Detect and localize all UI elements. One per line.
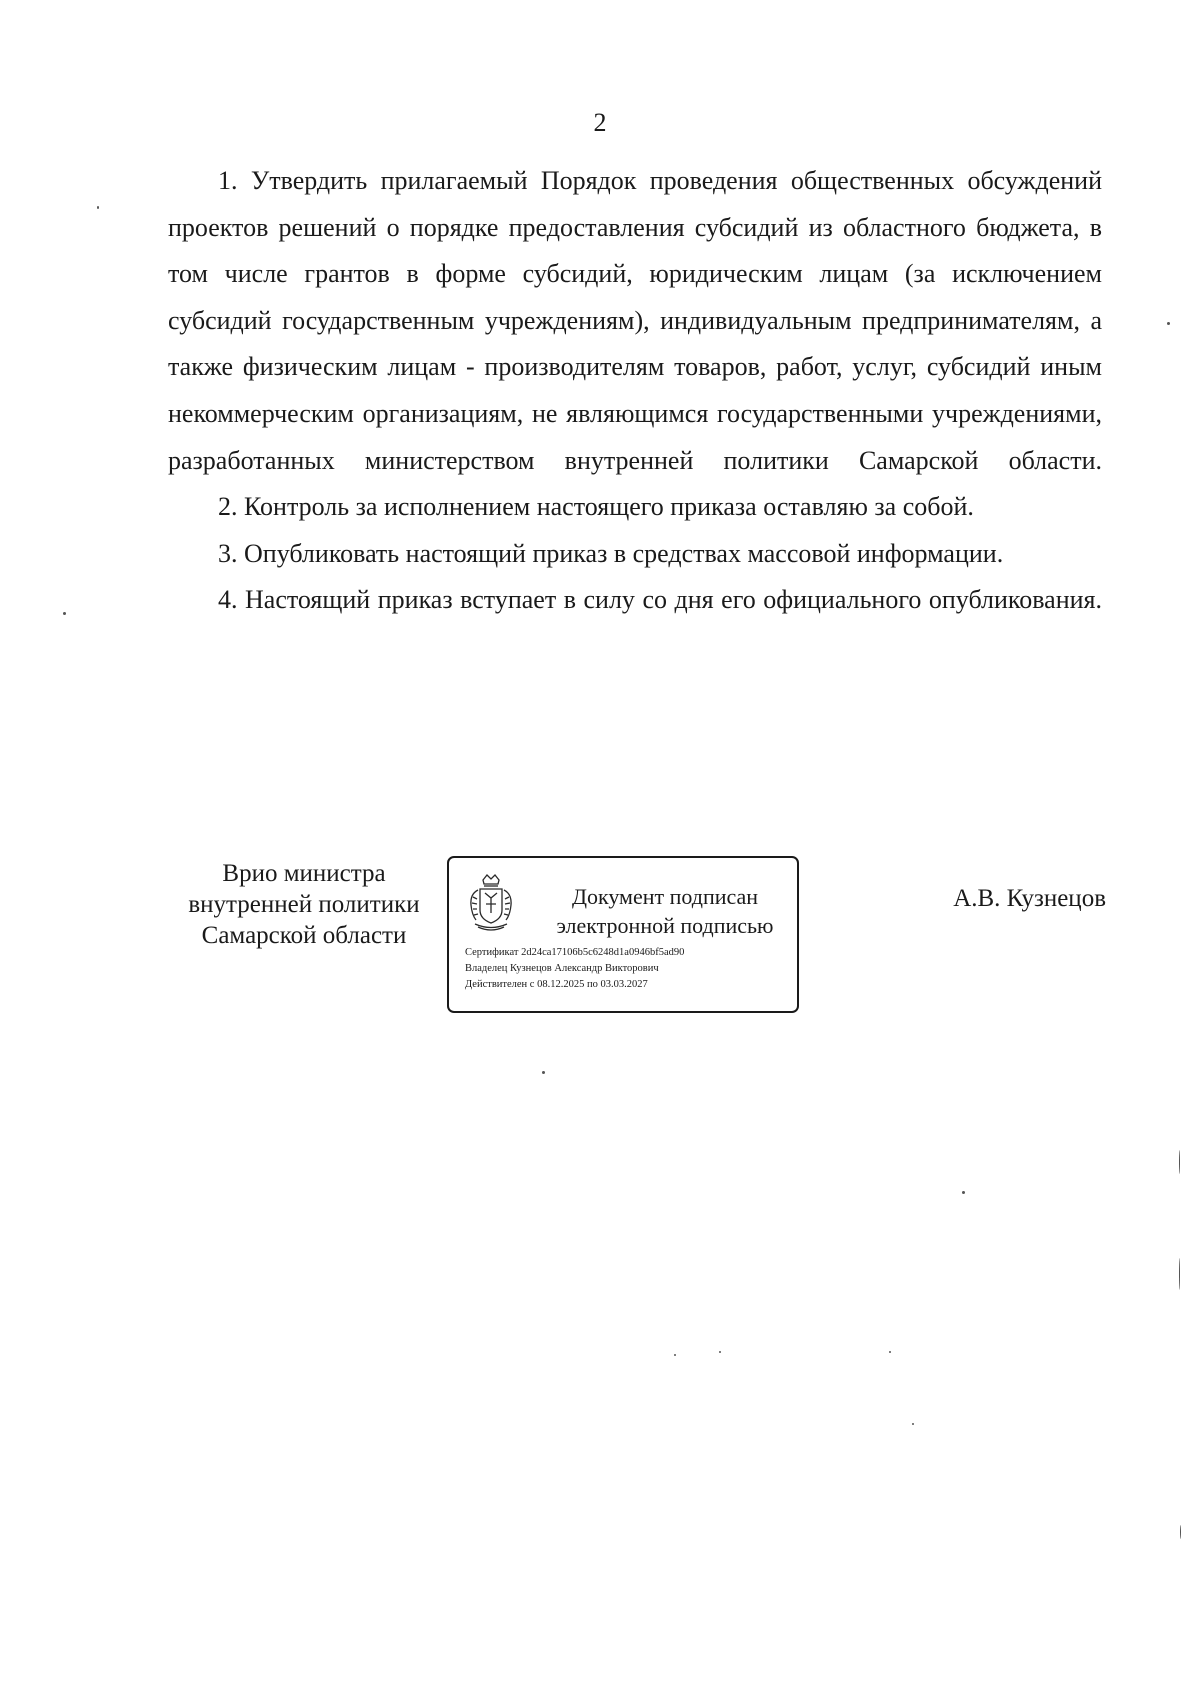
paragraph-4: 4. Настоящий приказ вступает в силу со дня его официального опубликования. [218,585,1102,615]
scan-speck [1180,1525,1181,1539]
paragraph-1: 1. Утвердить прилагаемый Порядок проведения общественных обсуждений проектов решений о порядке предоставления субсидий из областного бюджета, в том числе грантов в форме субсидий, юридическим лицам (за исключением субсидий государственным учреждениям), индивидуальным предпринимателям, а также физическим лицам - производителям товаров, работ, услуг, субсидий иным некоммерческим организациям, не являющимся государственными учреждениями, разработанных министерством внутренней политики Самарской области. [168,166,1102,475]
scan-speck [97,206,99,209]
scan-speck [912,1423,914,1425]
scan-speck [542,1071,545,1074]
scan-speck [1167,322,1170,325]
scan-speck [674,1354,676,1356]
scan-speck [889,1351,891,1353]
samara-coat-of-arms-icon [467,872,515,932]
signatory-title-line: Врио министра [222,860,386,887]
scan-speck [719,1351,721,1353]
signatory-title-line: Самарской области [201,922,407,949]
certificate-number: Сертификат 2d24ca17106b5c6248d1a0946bf5ad90 [465,947,685,958]
scan-speck [63,612,66,615]
stamp-title [541,882,789,940]
order-body [168,158,1102,624]
certificate-owner: Владелец Кузнецов Александр Викторович [465,963,659,974]
certificate-validity: Действителен с 08.12.2025 по 03.03.2027 [465,979,648,990]
scan-speck [1179,1150,1180,1174]
scan-speck [962,1191,965,1194]
stamp-title-line: Документ подписан [571,884,759,909]
scan-speck [1179,1258,1180,1290]
paragraph-3: 3. Опубликовать настоящий приказ в средствах массовой информации. [218,538,1004,568]
electronic-signature-stamp [447,856,799,1013]
signatory-title [170,858,438,951]
stamp-title-line: электронной подписью [556,913,774,938]
page-number: 2 [593,108,607,137]
paragraph-2: 2. Контроль за исполнением настоящего приказа оставляю за собой. [218,492,974,522]
stamp-details [465,945,795,993]
signatory-name: А.В. Кузнецов [953,885,1106,912]
signatory-title-line: внутренней политики [188,891,420,918]
